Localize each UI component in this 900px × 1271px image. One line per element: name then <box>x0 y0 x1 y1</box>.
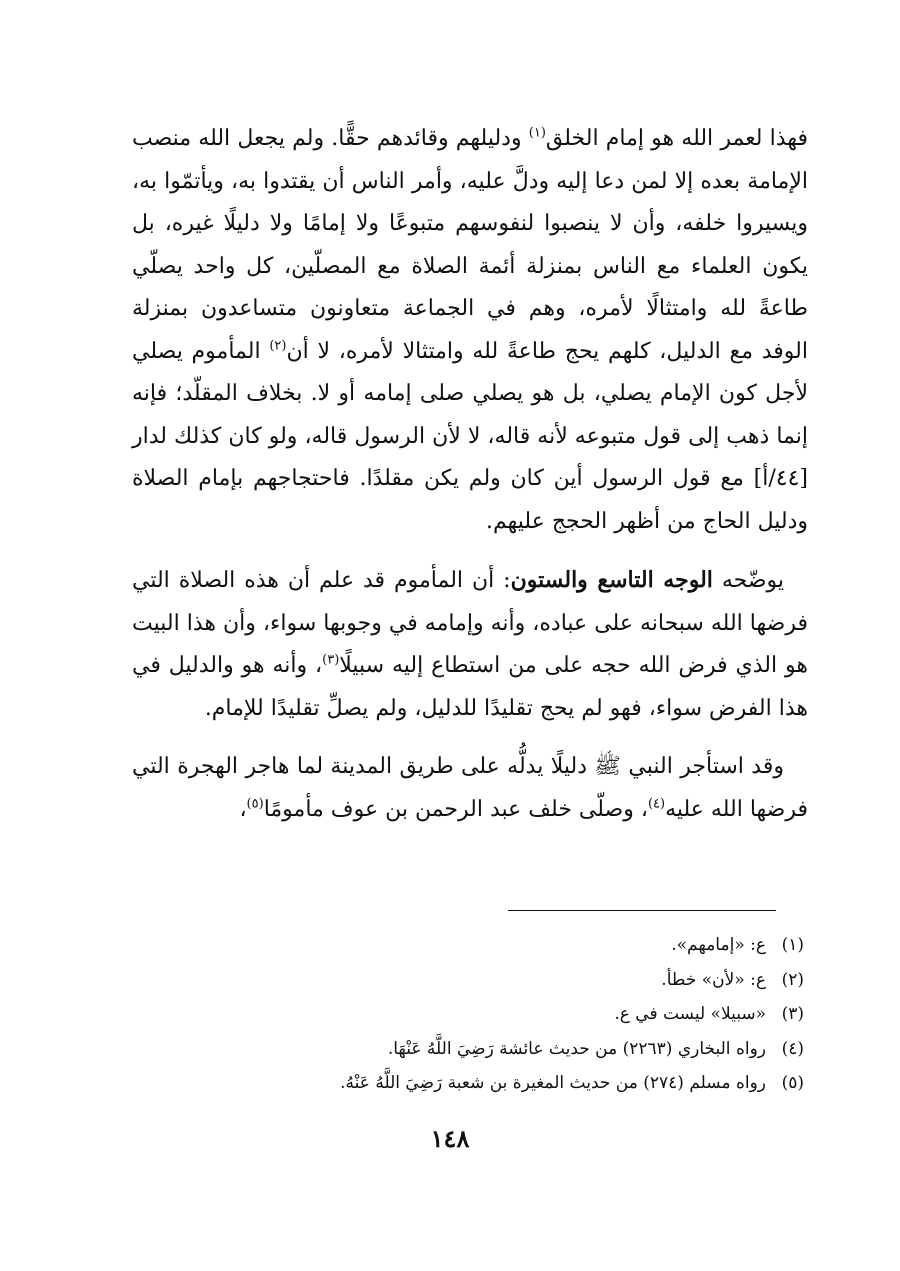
text-run: ، وأنه هو والدليل في هذا الفرض سواء، فهو لم يحج تقليدًا للدليل، ولم يصلِّ تقليدًا للإمام. <box>132 653 808 721</box>
footnote-ref: (٥) <box>246 796 264 812</box>
footnote-number: (٥) <box>781 1073 804 1093</box>
footnote-text: ع: «إمامهم». <box>671 935 766 955</box>
footnotes-list <box>132 928 804 1101</box>
footnote-text: رواه مسلم (٢٧٤) من حديث المغيرة بن شعبة رَضِيَ اللَّهُ عَنْهُ. <box>340 1073 766 1093</box>
text-run: : أن المأموم قد علم أن هذه الصلاة التي فرضها الله سبحانه على عباده، وأنه وإمامه في وجوبها سواء، وأن هذا البيت هو الذي فرض الله حجه على من استطاع إليه سبيلًا <box>132 568 808 678</box>
footnote-divider <box>508 910 776 911</box>
footnote-ref: (٣) <box>322 652 340 668</box>
section-heading-inline: الوجه التاسع والستون <box>510 567 713 593</box>
page-number: ١٤٨ <box>430 1124 470 1153</box>
footnote-ref: (٤) <box>647 796 666 812</box>
footnote-number: (٤) <box>781 1038 804 1059</box>
footnote-item <box>132 997 804 1032</box>
footnote-item <box>132 1032 804 1067</box>
paragraph-1 <box>132 118 808 543</box>
text-run: ، <box>239 796 247 822</box>
text-run: وقد استأجر النبي ﷺ دليلًا يدلُّه على طريق المدينة لما هاجر الهجرة التي فرضها الله عليه <box>132 754 808 822</box>
footnote-ref: (١) <box>528 125 546 141</box>
text-run: ، وصلّى خلف عبد الرحمن بن عوف مأمومًا <box>263 796 648 822</box>
footnote-text: رواه البخاري (٢٢٦٣) من حديث عائشة رَضِيَ اللَّهُ عَنْهَا. <box>387 1038 766 1059</box>
footnote-item <box>132 1066 804 1101</box>
paragraph-3 <box>132 746 808 831</box>
footnote-ref: (٢) <box>269 338 287 354</box>
paragraph-2 <box>132 559 808 730</box>
text-run: ودليلهم وقائدهم حقًّا. ولم يجعل الله منصب الإمامة بعده إلا لمن دعا إليه ودلَّ عليه، وأمر الناس أن يقتدوا به، ويأتمّوا به، ويسيروا خلفه، وأن لا ينصبوا لنفوسهم متبوعًا ولا إمامًا ولا دليلًا غيره، بل يكون العلماء مع الناس بمنزلة أئمة الصلاة مع المصلّين، كل واحد يصلّي طاعةً لله وامتثالًا لأمره، وهم في الجماعة متعاونون متساعدون بمنزلة الوفد مع الدليل، كلهم يحج طاعةً لله وامتثالا لأمره، لا أن <box>132 126 808 364</box>
text-run: يوضّحه <box>712 568 784 593</box>
footnote-number: (٣) <box>781 1004 804 1024</box>
footnote-text: «سبيلا» ليست في ع. <box>614 1004 766 1024</box>
footnote-text: ع: «لأن» خطأ. <box>661 969 766 990</box>
footnote-number: (١) <box>781 935 804 955</box>
footnote-item <box>132 928 804 963</box>
footnote-number: (٢) <box>781 969 804 990</box>
footnote-item <box>132 963 804 998</box>
text-run: فهذا لعمر الله هو إمام الخلق <box>545 126 808 151</box>
text-run: المأموم يصلي لأجل كون الإمام يصلي، بل هو يصلي صلى إمامه أو لا. بخلاف المقلّد؛ فإنه إنما ذهب إلى قول متبوعه لأنه قاله، لا لأن الرسول قاله، ولو كان كذلك لدار [٤٤/أ] مع قول الرسول أين كان ولم يكن مقلدًا. فاحتجاجهم بإمام الصلاة ودليل الحاج من أظهر الحجج عليهم. <box>132 338 809 534</box>
main-text <box>132 118 808 841</box>
